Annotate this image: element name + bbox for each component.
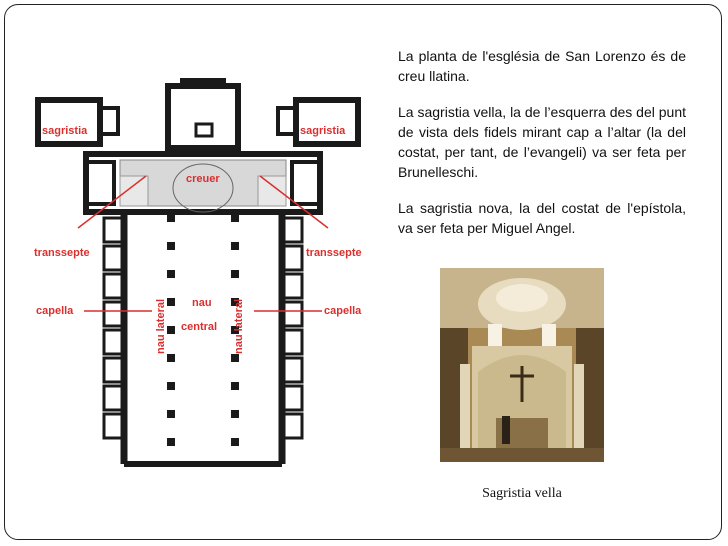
paragraph-cross-plan: La planta de l'església de San Lorenzo és de creu llatina.	[398, 48, 686, 84]
floor-plan	[28, 68, 378, 468]
nave-walls	[124, 212, 282, 464]
label-transsepte-right: transsepte	[306, 247, 362, 259]
label-sagristia-right: sagristia	[300, 125, 346, 137]
photo-caption: Sagristia vella	[482, 486, 562, 501]
paragraph-new-sacristy: La sagristia nova, la del costat de l'epístola, va ser feta per Miguel Angel.	[398, 200, 686, 236]
label-central: central	[181, 321, 218, 333]
label-transsepte-left: transsepte	[34, 247, 90, 259]
description-text	[398, 46, 686, 254]
apse-block	[168, 78, 238, 148]
left-sacristy	[38, 100, 118, 144]
label-nau-lateral-right: nau lateral	[233, 298, 245, 354]
label-creuer: creuer	[186, 173, 220, 185]
sacristy-photo	[440, 268, 604, 462]
label-nau: nau	[192, 297, 212, 309]
sacristy-photo-image	[440, 268, 604, 462]
floor-plan-drawing	[28, 68, 378, 468]
label-capella-left: capella	[36, 305, 74, 317]
right-sacristy	[278, 100, 358, 144]
label-sagristia-left: sagristia	[42, 125, 88, 137]
paragraph-old-sacristy: La sagristia vella, la de l’esquerra des del punt de vista dels fidels mirant cap a l’altar (la del costat, per tant, de l’evangeli) va ser feta per Brunelleschi.	[398, 104, 686, 180]
label-capella-right: capella	[324, 305, 362, 317]
label-nau-lateral-left: nau lateral	[155, 298, 167, 354]
